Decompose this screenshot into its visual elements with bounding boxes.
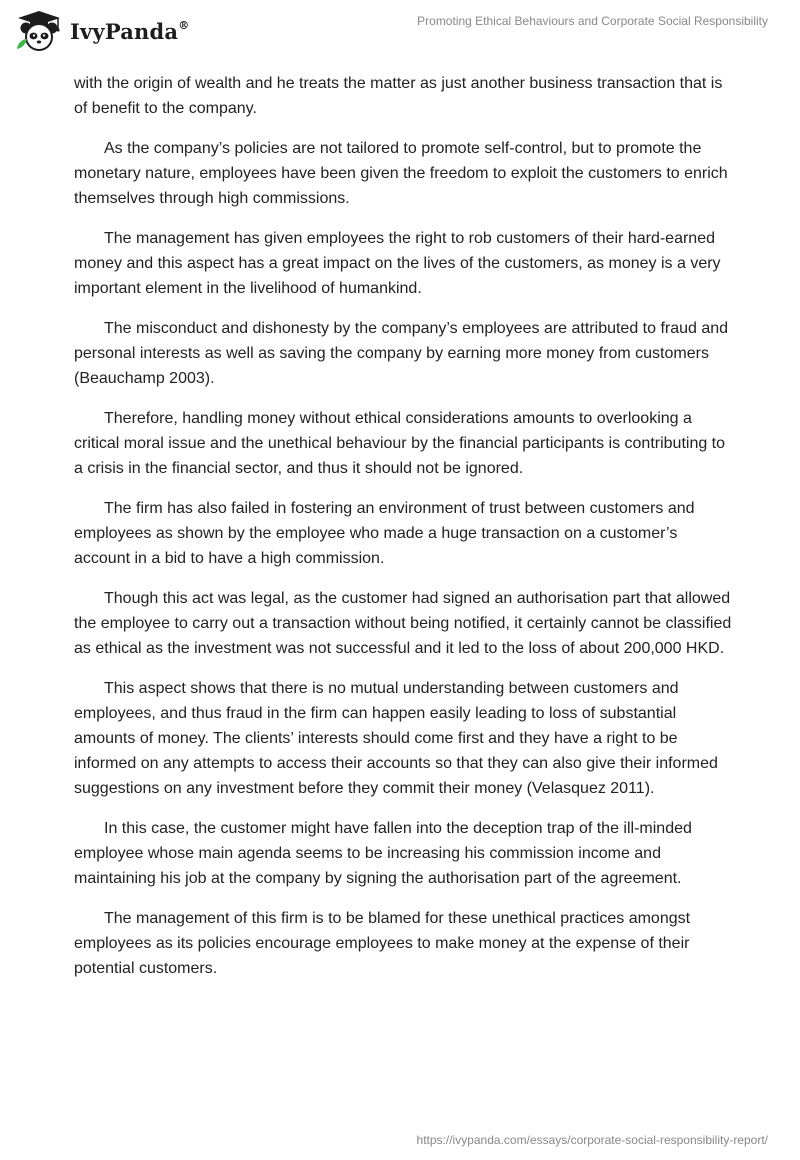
paragraph: The misconduct and dishonesty by the company’s employees are attributed to fraud and personal interests as well as saving the company by earning more money from customers (Beauchamp 2003). <box>74 320 729 387</box>
brand-logo[interactable] <box>14 9 189 53</box>
paragraph: In this case, the customer might have fallen into the deception trap of the ill-minded employee whose main agenda seems to be increasing his commission income and maintaining his job at the company by signing the authorisation part of the agreement. <box>74 820 692 887</box>
panda-graduate-icon <box>14 9 64 53</box>
paragraph: The firm has also failed in fostering an environment of trust between customers and employees as shown by the employee who made a huge transaction on a customer’s account in a bid to have a high commission. <box>74 500 695 567</box>
brand-wordmark: IvyPanda <box>70 18 179 44</box>
page-header <box>0 0 800 60</box>
paragraph: Therefore, handling money without ethical considerations amounts to overlooking a critical moral issue and the unethical behaviour by the financial participants is contributing to a crisis in the financial sector, and thus it should not be ignored. <box>74 410 726 477</box>
document-title: Promoting Ethical Behaviours and Corporate Social Responsibility <box>417 14 768 28</box>
source-url[interactable]: https://ivypanda.com/essays/corporate-social-responsibility-report/ <box>416 1133 768 1147</box>
brand-name <box>70 19 189 44</box>
essay-body <box>74 71 734 996</box>
paragraph: As the company’s policies are not tailored to promote self-control, but to promote the monetary nature, employees have been given the freedom to exploit the customers to enrich themselves through high commissions. <box>74 140 728 207</box>
paragraph: The management of this firm is to be blamed for these unethical practices amongst employees as its policies encourage employees to make money at the expense of their potential customers. <box>74 910 691 977</box>
paragraph: Though this act was legal, as the customer had signed an authorisation part that allowed the employee to carry out a transaction without being notified, it certainly cannot be classified as ethical as the investment was not successful and it led to the loss of about 200,000 HKD. <box>74 590 732 657</box>
paragraph: The management has given employees the right to rob customers of their hard-earned money and this aspect has a great impact on the lives of the customers, as money is a very important element in the livelihood of humankind. <box>74 230 721 297</box>
paragraph: with the origin of wealth and he treats the matter as just another business transaction that is of benefit to the company. <box>74 75 723 117</box>
registered-mark: ® <box>178 18 190 32</box>
paragraph: This aspect shows that there is no mutual understanding between customers and employees, and thus fraud in the firm can happen easily leading to loss of substantial amounts of money. The clients’ interests should come first and they have a right to be informed on any attempts to access their accounts so that they can also give their informed suggestions on any investment before they commit their money (Velasquez 2011). <box>74 680 718 797</box>
